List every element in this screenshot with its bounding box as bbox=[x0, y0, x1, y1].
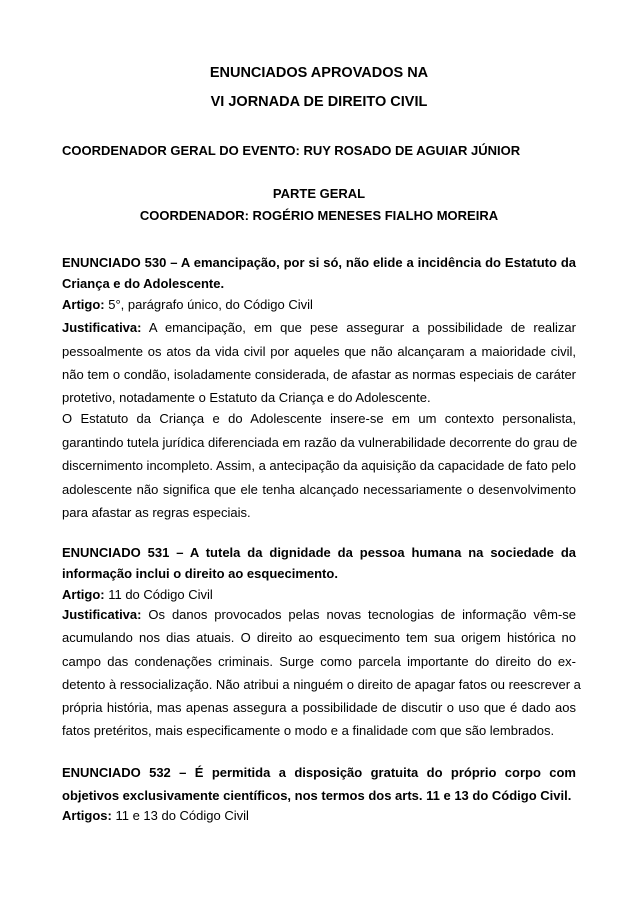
enunciado-530-heading-line-2: Criança e do Adolescente. bbox=[62, 276, 225, 291]
enunciado-532-article bbox=[62, 808, 249, 823]
justification-text: A emancipação, em que pese assegurar a possibilidade de realizar bbox=[141, 320, 576, 335]
enunciado-530-justification-line-1 bbox=[62, 320, 576, 335]
enunciado-531-justification-line-4: detento à ressocialização. Não atribui a ninguém o direito de apagar fatos ou reescrever a bbox=[62, 677, 581, 692]
enunciado-530-justification-line-9: para afastar as regras especiais. bbox=[62, 505, 251, 520]
enunciado-531-justification-line-6: fatos pretéritos, mais especificamente o modo e a finalidade com que são lembrados. bbox=[62, 723, 555, 738]
enunciado-530-justification-line-6: garantindo tutela jurídica diferenciada em razão da vulnerabilidade decorrente do grau de bbox=[62, 435, 578, 450]
justification-label: Justificativa: bbox=[62, 607, 142, 622]
enunciado-531-heading-line-2: informação inclui o direito ao esquecimento. bbox=[62, 566, 338, 581]
enunciado-531-justification-line-2: acumulando nos dias atuais. O direito ao esquecimento tem sua origem histórica no bbox=[62, 630, 576, 645]
enunciado-532-heading-line-1: ENUNCIADO 532 – É permitida a disposição gratuita do próprio corpo com bbox=[62, 765, 576, 780]
article-value: 5°, parágrafo único, do Código Civil bbox=[104, 297, 313, 312]
enunciado-531-justification-line-5: própria história, mas apenas assegura a possibilidade de discutir o uso que é dado aos bbox=[62, 700, 576, 715]
article-label: Artigo: bbox=[62, 587, 105, 602]
article-value: 11 e 13 do Código Civil bbox=[111, 808, 249, 823]
enunciado-531-justification-line-3: campo das condenações criminais. Surge como parcela importante do direito do ex- bbox=[62, 654, 576, 669]
enunciado-530-justification-line-3: não tem o condão, isoladamente considerada, de afastar as normas especiais de caráter bbox=[62, 367, 576, 382]
justification-label: Justificativa: bbox=[62, 320, 142, 335]
article-label: Artigos: bbox=[62, 808, 112, 823]
document-title-line-2: VI JORNADA DE DIREITO CIVIL bbox=[210, 94, 428, 110]
enunciado-532-heading-line-2: objetivos exclusivamente científicos, nos termos dos arts. 11 e 13 do Código Civil. bbox=[62, 788, 572, 803]
article-label: Artigo: bbox=[62, 297, 105, 312]
enunciado-531-article bbox=[62, 587, 213, 602]
article-value: 11 do Código Civil bbox=[104, 587, 213, 602]
enunciado-530-justification-line-4: protetivo, notadamente o Estatuto da Criança e do Adolescente. bbox=[62, 390, 431, 405]
enunciado-530-justification-line-7: discernimento incompleto. Assim, a antecipação da aquisição da capacidade de fato pelo bbox=[62, 458, 576, 473]
enunciado-530-article bbox=[62, 297, 313, 312]
section-coordinator: COORDENADOR: ROGÉRIO MENESES FIALHO MOREIRA bbox=[139, 208, 499, 223]
enunciado-531-justification-line-1 bbox=[62, 607, 576, 622]
enunciado-530-justification-line-5: O Estatuto da Criança e do Adolescente insere-se em um contexto personalista, bbox=[62, 411, 576, 426]
section-title: PARTE GERAL bbox=[272, 186, 366, 201]
justification-text: Os danos provocados pelas novas tecnologias de informação vêm-se bbox=[141, 607, 576, 622]
enunciado-530-justification-line-2: pessoalmente os atos da vida civil por aqueles que não alcançaram a maioridade civil, bbox=[62, 344, 576, 359]
enunciado-531-heading-line-1: ENUNCIADO 531 – A tutela da dignidade da pessoa humana na sociedade da bbox=[62, 545, 576, 560]
document-title-line-1: ENUNCIADOS APROVADOS NA bbox=[209, 65, 429, 81]
general-coordinator: COORDENADOR GERAL DO EVENTO: RUY ROSADO DE AGUIAR JÚNIOR bbox=[62, 143, 521, 158]
enunciado-530-justification-line-8: adolescente não significa que ele tenha alcançado necessariamente o desenvolvimento bbox=[62, 482, 576, 497]
enunciado-530-heading-line-1: ENUNCIADO 530 – A emancipação, por si só, não elide a incidência do Estatuto da bbox=[62, 255, 576, 270]
